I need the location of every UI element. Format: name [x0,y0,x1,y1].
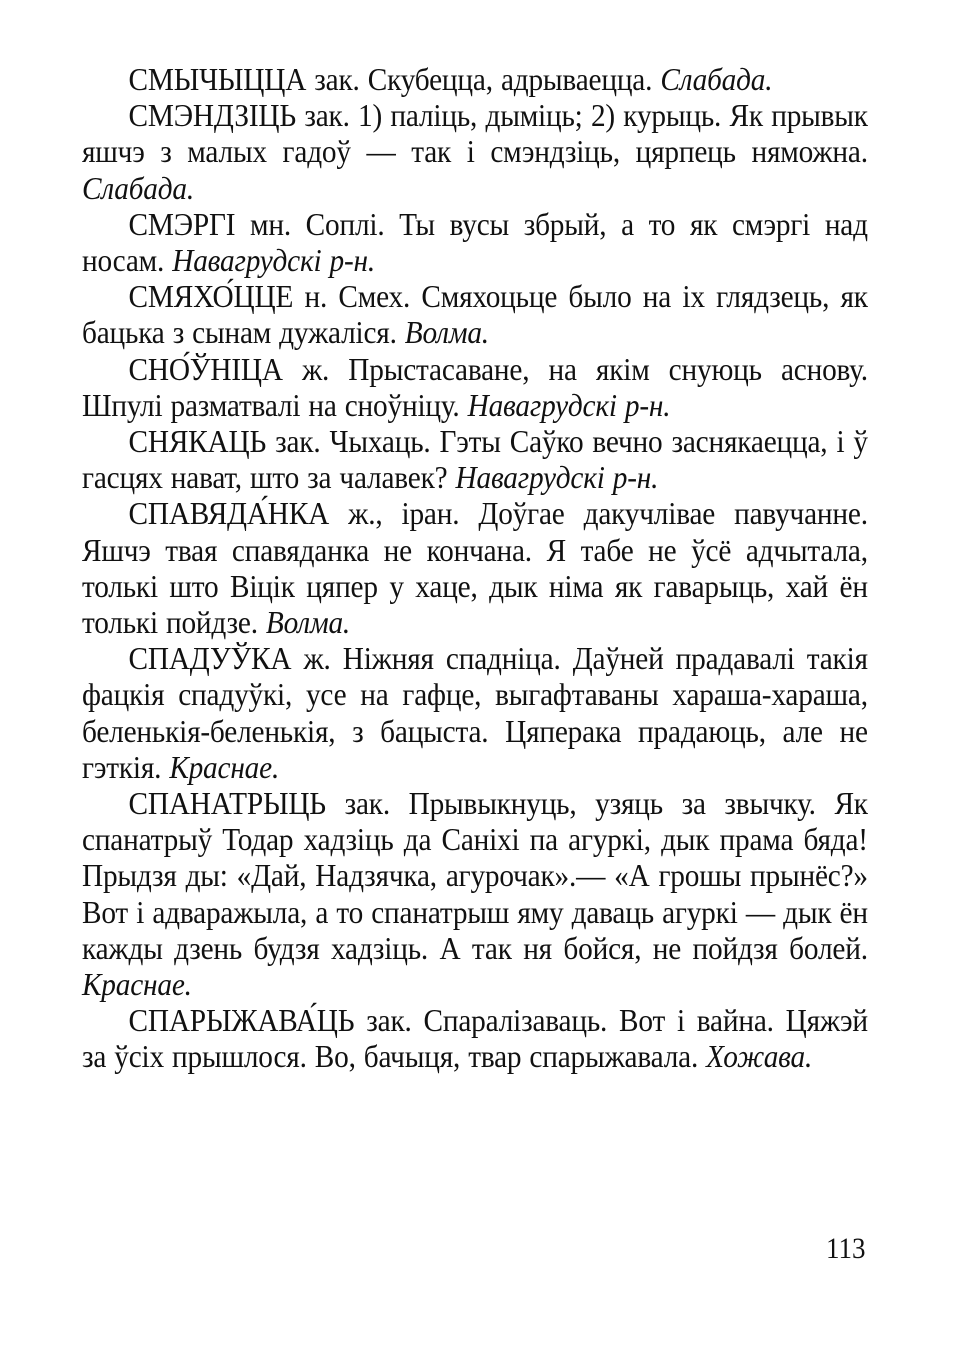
definition: зак. 1) паліць, дыміць; 2) курыць. Як прывык яшчэ з малых гадоў — так і смэндзіць, цярпець няможна. [82,98,868,170]
place-name: Навагрудскі р-н. [467,387,671,423]
definition: ж. Прыстасаване, на якім снуюць аснову. Шпулі разматвалі на сноўніцу. [82,351,868,423]
headword: СПАРЫЖАВА́ЦЬ [128,1003,355,1039]
place-name: Навагрудскі р-н. [455,460,659,496]
definition: зак. Скубецца, адрываецца. [306,62,661,97]
definition: мн. Соплі. Ты вусы збрый, а то як смэргі над носам. [82,206,868,279]
place-name: Волма. [404,315,489,351]
place-name: Навагрудскі р-н. [172,243,376,279]
dictionary-entry-smendzic [82,98,868,207]
headword: СМЯХО́ЦЦЕ [128,279,294,315]
headword: СНЯКАЦЬ [128,424,267,460]
headword: СНО́ЎНІЦА [128,351,283,387]
place-name: Слабада. [660,62,773,97]
headword: СПАНАТРЫЦЬ [128,786,326,822]
dictionary-entry-spanatryc [82,786,868,1003]
dictionary-entry-smychyccа [82,62,868,98]
definition: зак. Спаралізаваць. Вот і вайна. Цяжэй за ўсіх прышлося. Во, бачыця, твар спарыжавала. [82,1003,868,1075]
definition: ж. Ніжняя спадніца. Даўней прадавалі такія фацкія спадуўкі, усе на гафце, выгафтаваны хараша-хараша, беленькія-беленькія, з бацыста. Цяперака прадаюць, але не гэткія. [82,641,868,785]
place-name: Краснае. [82,967,192,1003]
definition: ж., іран. Доўгае дакучлівае павучанне. Яшчэ твая спавяданка не кончана. Я табе не ўсё адчытала, толькі што Віцік цяпер у хаце, дык німа як гаварыць, хай ён толькі пойдзе. [82,496,868,641]
headword: СМЭРГІ [128,206,236,242]
dictionary-entry-spaviadanka [82,496,868,641]
dictionary-page [82,62,868,1076]
definition: зак. Чыхаць. Гэты Саўко вечно заснякаецца, і ў гасцях нават, што за чалавек? [82,424,868,496]
dictionary-entry-smergi [82,207,868,279]
place-name: Краснае. [169,749,280,785]
dictionary-entry-sparyzhavac [82,1003,868,1075]
page-number: 113 [826,1232,866,1265]
headword: СПАВЯДА́НКА [128,496,330,532]
place-name: Волма. [265,605,351,641]
headword: СПАДУЎКА [128,641,292,677]
dictionary-entry-spaduuka [82,641,868,786]
dictionary-entry-snounica [82,352,868,424]
dictionary-entry-smiahocce [82,279,868,351]
place-name: Слабада. [82,170,195,206]
headword: СМЭНДЗІЦЬ [128,98,297,134]
dictionary-entry-sniakac [82,424,868,496]
definition: н. Смех. Смяхоцьце было на іх глядзець, як бацька з сынам дужаліся. [82,279,868,351]
definition: зак. Прывыкнуць, узяць за звычку. Як спанатрыў Тодар хадзіць да Саніхі па агуркі, дык прама бяда! Прыдзя ды: «Дай, Надзячка, агурочак».— «А грошы прынёс?» Вот і адваражыла, а то спанатрыш яму даваць агуркі — дык ён кажды дзень будзя хадзіць. А так ня бойся, не пойдзя болей. [82,786,868,966]
headword: СМЫЧЫЦЦА [128,62,307,97]
place-name: Хожава. [706,1039,813,1075]
